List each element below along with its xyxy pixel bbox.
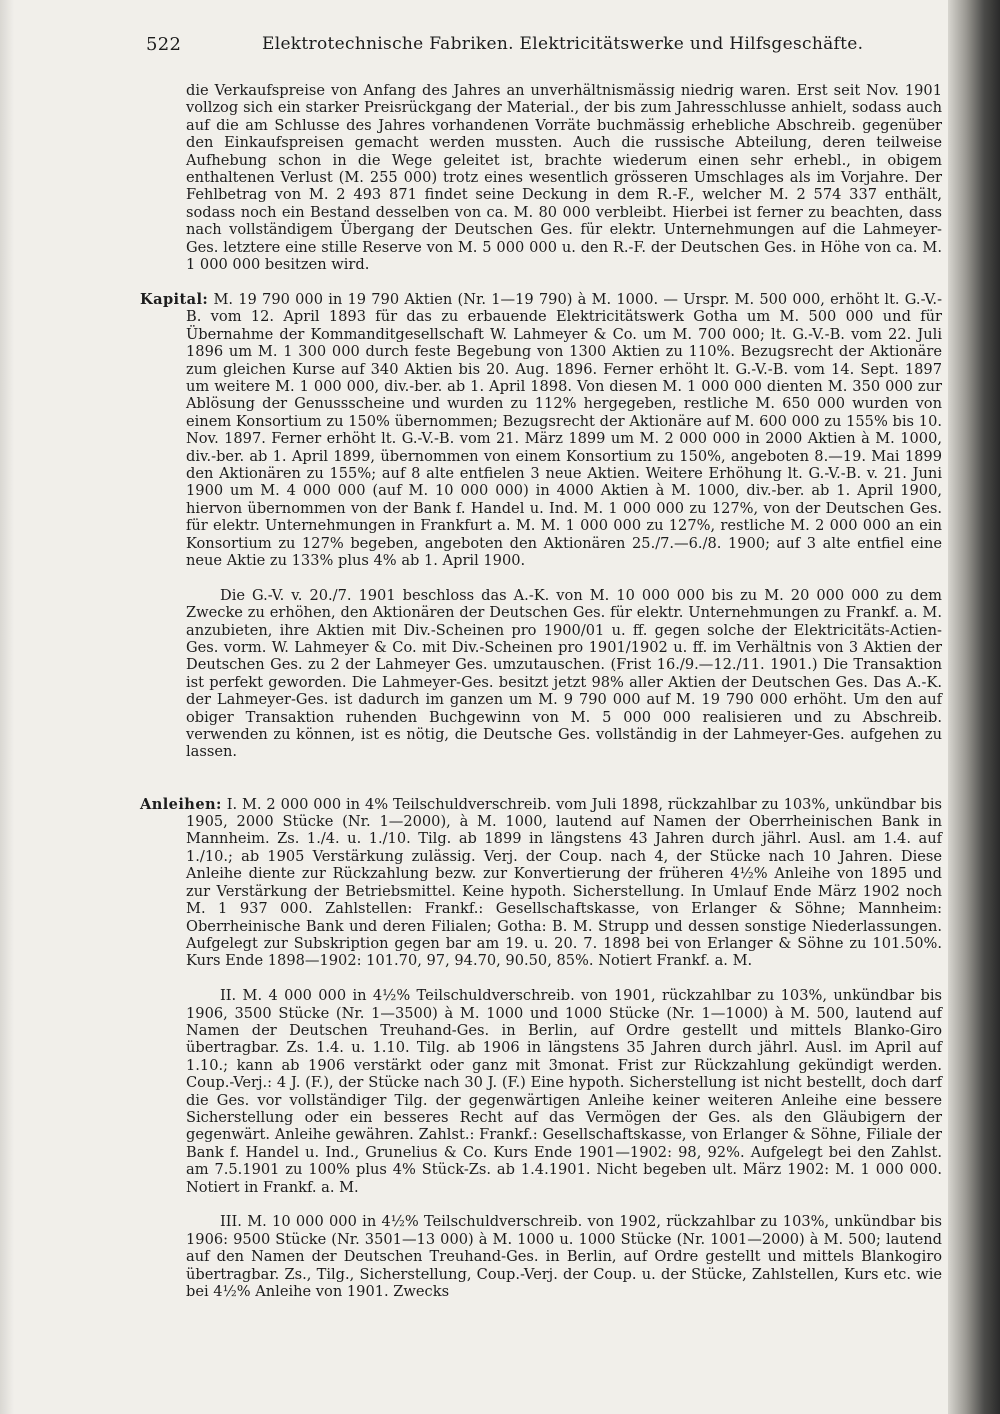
kapital-paragraph bbox=[140, 290, 942, 570]
anleihen-paragraph-2: II. M. 4 000 000 in 4½% Teilschuldverschreib. von 1901, rückzahlbar zu 103%, unkündbar bis 1906, 3500 Stücke (Nr. 1—3500) à M. 1000 und 1000 Stücke (Nr. 1—1000) à M. 500, lautend auf Namen der Deutschen Treuhand-Ges. in Berlin, auf Ordre gestellt und mittels Blanko-Giro übertragbar. Zs. 1.4. u. 1.10. Tilg. ab 1906 in längstens 35 Jahren durch jährl. Ausl. im April auf 1.10.; kann ab 1906 verstärkt oder ganz mit 3monat. Frist zur Rückzahlung gekündigt werden. Coup.-Verj.: 4 J. (F.), der Stücke nach 30 J. (F.) Eine hypoth. Sicherstellung ist nicht bestellt, doch darf die Ges. vor vollständiger Tilg. der gegenwärtigen Anleihe keiner weiteren Anleihe eine bessere Sicherstellung oder ein besseres Recht auf das Vermögen der Ges. als den Gläubigern der gegenwärt. Anleihe gewähren. Zahlst.: Frankf.: Gesellschaftskasse, von Erlanger & Söhne, Filiale der Bank f. Handel u. Ind., Grunelius & Co. Kurs Ende 1901—1902: 98, 92%. Aufgelegt bei den Zahlst. am 7.5.1901 zu 100% plus 4% Stück-Zs. ab 1.4.1901. Nicht begeben ult. März 1902: M. 1 000 000. Notiert in Frankf. a. M. bbox=[186, 987, 942, 1196]
kapital-text: M. 19 790 000 in 19 790 Aktien (Nr. 1—19 790) à M. 1000. — Urspr. M. 500 000, erhöht lt. G.-V.-B. vom 12. April 1893 für das zu erbauende Elektricitätswerk Gotha um M. 500 000 und für Übernahme der Kommanditgesellschaft W. Lahmeyer & Co. um M. 700 000; lt. G.-V.-B. vom 22. Juli 1896 um M. 1 300 000 durch feste Begebung von 1300 Aktien zu 110%. Bezugsrecht der Aktionäre zum gleichen Kurse auf 340 Aktien bis 20. Aug. 1896. Ferner erhöht lt. G.-V.-B. vom 14. Sept. 1897 um weitere M. 1 000 000, div.-ber. ab 1. April 1898. Von diesen M. 1 000 000 dienten M. 350 000 zur Ablösung der Genussscheine und wurden zu 112% hergegeben, restliche M. 650 000 wurden von einem Konsortium zu 150% übernommen; Bezugsrecht der Aktionäre auf M. 600 000 zu 155% bis 10. Nov. 1897. Ferner erhöht lt. G.-V.-B. vom 21. März 1899 um M. 2 000 000 in 2000 Aktien à M. 1000, div.-ber. ab 1. April 1899, übernommen von einem Konsortium zu 150%, angeboten 8.—19. Mai 1899 den Aktionären zu 155%; auf 8 alte entfielen 3 neue Aktien. Weitere Erhöhung lt. G.-V.-B. v. 21. Juni 1900 um M. 4 000 000 (auf M. 10 000 000) in 4000 Aktien à M. 1000, div.-ber. ab 1. April 1900, hiervon übernommen von der Bank f. Handel u. Ind. M. 1 000 000 zu 127%, von der Deutschen Ges. für elektr. Unternehmungen in Frankfurt a. M. M. 1 000 000 zu 127%, restliche M. 2 000 000 an ein Konsortium zu 127% begeben, angeboten den Aktionären 25./7.—6./8. 1900; auf 3 alte entfiel eine neue Aktie zu 133% plus 4% ab 1. April 1900. bbox=[186, 290, 942, 569]
anleihen-section bbox=[140, 778, 952, 1318]
running-header bbox=[140, 28, 952, 62]
anleihen-paragraph-3: III. M. 10 000 000 in 4½% Teilschuldverschreib. von 1902, rückzahlbar zu 103%, unkündbar bis 1906: 9500 Stücke (Nr. 3501—13 000) à M. 1000 u. 1000 Stücke (Nr. 1001—2000) à M. 500; lautend auf den Namen der Deutschen Treuhand-Ges. in Berlin, auf Ordre gestellt und mittels Blankogiro übertragbar. Zs., Tilg., Sicherstellung, Coup.-Verj. der Coup. u. der Stücke, Zahlstellen, Kurs etc. wie bei 4½% Anleihe von 1901. Zwecks bbox=[186, 1213, 942, 1301]
anleihen-text: I. M. 2 000 000 in 4% Teilschuldverschreib. vom Juli 1898, rückzahlbar zu 103%, unkündbar bis 1905, 2000 Stücke (Nr. 1—2000), à M. 1000, lautend auf Namen der Oberrheinischen Bank in Mannheim. Zs. 1./4. u. 1./10. Tilg. ab 1899 in längstens 43 Jahren durch jährl. Ausl. am 1.4. auf 1./10.; ab 1905 Verstärkung zulässig. Verj. der Coup. nach 4, der Stücke nach 10 Jahren. Diese Anleihe diente zur Rückzahlung bezw. zur Konvertierung der früheren 4½% Anleihe von 1895 und zur Verstärkung der Betriebsmittel. Keine hypoth. Sicherstellung. In Umlauf Ende März 1902 noch M. 1 937 000. Zahlstellen: Frankf.: Gesellschaftskasse, von Erlanger & Söhne; Mannheim: Oberrheinische Bank und deren Filialen; Gotha: B. M. Strupp und dessen sonstige Niederlassungen. Aufgelegt zur Subskription gegen bar am 19. u. 20. 7. 1898 bei von Erlanger & Söhne zu 101.50%. Kurs Ende 1898—1902: 101.70, 97, 94.70, 90.50, 85%. Notiert Frankf. a. M. bbox=[186, 795, 942, 970]
book-binding-shadow bbox=[948, 0, 1000, 1414]
anleihen-label: Anleihen: bbox=[140, 795, 222, 813]
page-edge-left bbox=[0, 0, 14, 1414]
page-number: 522 bbox=[146, 34, 182, 55]
kapital-label: Kapital: bbox=[140, 290, 209, 308]
document-page bbox=[140, 28, 952, 1318]
anleihen-paragraph bbox=[140, 795, 942, 970]
running-title: Elektrotechnische Fabriken. Elektricitätswerke und Hilfsgeschäfte. bbox=[262, 34, 864, 54]
kapital-section bbox=[140, 273, 952, 778]
intro-paragraph: die Verkaufspreise von Anfang des Jahres an unverhältnismässig niedrig waren. Erst seit Nov. 1901 vollzog sich ein starker Preisrückgang der Material., der bis zum Jahresschlusse anhielt, sodass auch auf die am Schlusse des Jahres vorhandenen Vorräte buchmässig erhebliche Abschreib. gegenüber den Einkaufspreisen gemacht werden mussten. Auch die russische Abteilung, deren teilweise Aufhebung schon in die Wege geleitet ist, brachte wiederum einen sehr erhebl., in obigem enthaltenen Verlust (M. 255 000) trotz eines wesentlich grösseren Umschlages als im Vorjahre. Der Fehlbetrag von M. 2 493 871 findet seine Deckung in dem R.-F., welcher M. 2 574 337 enthält, sodass noch ein Bestand desselben von ca. M. 80 000 verbleibt. Hierbei ist ferner zu beachten, dass nach vollständigem Übergang der Deutschen Ges. für elektr. Unternehmungen auf die Lahmeyer-Ges. letztere eine stille Reserve von M. 5 000 000 u. den R.-F. der Deutschen Ges. in Höhe von ca. M. 1 000 000 besitzen wird. bbox=[186, 82, 942, 274]
kapital-paragraph-2: Die G.-V. v. 20./7. 1901 beschloss das A.-K. von M. 10 000 000 bis zu M. 20 000 000 zu dem Zwecke zu erhöhen, den Aktionären der Deutschen Ges. für elektr. Unternehmungen zu Frankf. a. M. anzubieten, ihre Aktien mit Div.-Scheinen pro 1900/01 u. ff. gegen solche der Elektricitäts-Actien-Ges. vorm. W. Lahmeyer & Co. mit Div.-Scheinen pro 1901/1902 u. ff. im Verhältnis von 3 Aktien der Deutschen Ges. zu 2 der Lahmeyer Ges. umzutauschen. (Frist 16./9.—12./11. 1901.) Die Transaktion ist perfekt geworden. Die Lahmeyer-Ges. besitzt jetzt 98% aller Aktien der Deutschen Ges. Das A.-K. der Lahmeyer-Ges. ist dadurch im ganzen um M. 9 790 000 auf M. 19 790 000 erhöht. Um den auf obiger Transaktion ruhenden Buchgewinn von M. 5 000 000 realisieren und zu Abschreib. verwenden zu können, ist es nötig, die Deutsche Ges. vollständig in der Lahmeyer-Ges. aufgehen zu lassen. bbox=[186, 586, 942, 761]
